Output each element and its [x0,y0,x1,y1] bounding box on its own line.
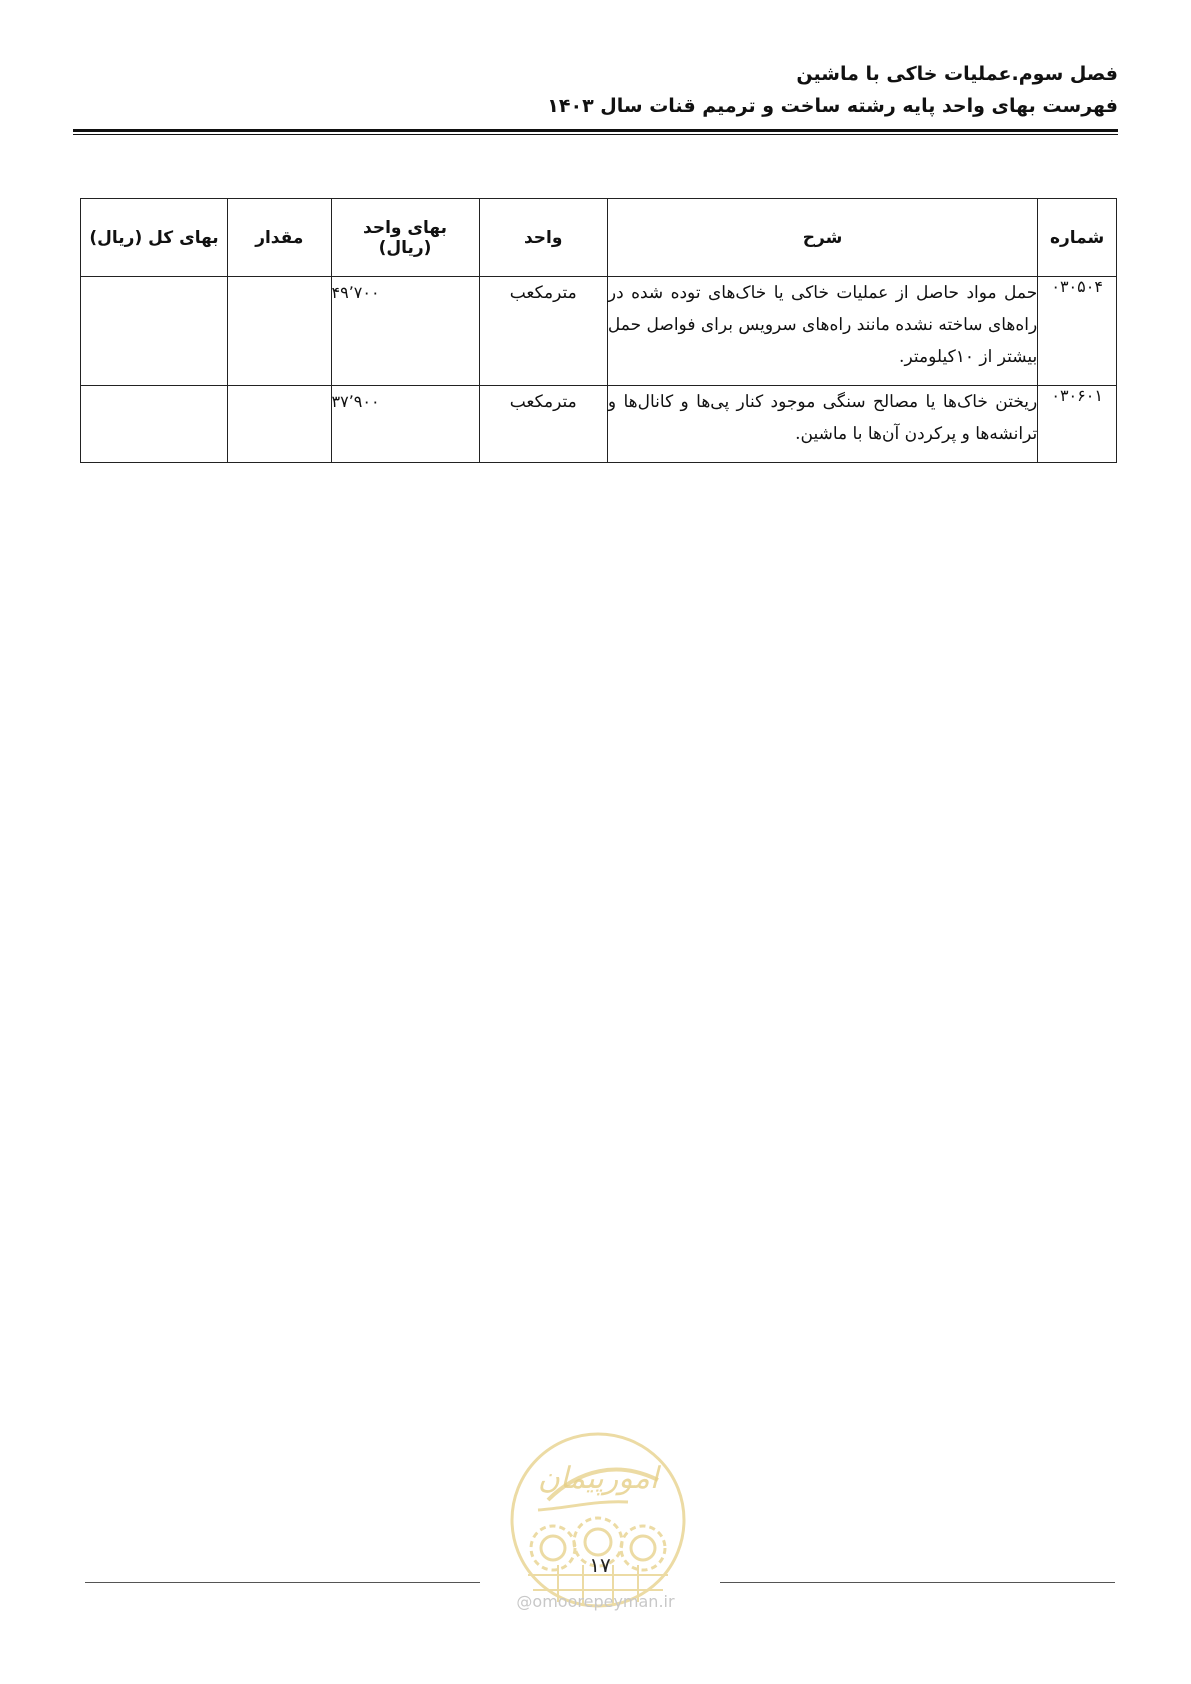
column-header-number: شماره [1038,199,1117,277]
column-header-quantity: مقدار [228,199,331,277]
page-header [73,58,1118,122]
catalog-title: فهرست بهای واحد پایه رشته ساخت و ترمیم قنات سال ۱۴۰۳ [547,95,1118,117]
item-number: ۰۳۰۶۰۱ [1038,386,1117,463]
header-rule-thin [73,134,1118,135]
item-description: حمل مواد حاصل از عملیات خاکی یا خاک‌های توده شده در راه‌های ساخته نشده مانند راه‌های سرویس برای فواصل حمل بیشتر از ۱۰کیلومتر. [607,277,1037,386]
header-rule-thick [73,129,1118,132]
watermark-url: @omoorepeyman.ir [516,1592,675,1611]
price-list-table [80,198,1117,463]
item-total-price [81,277,228,386]
table-header-row [81,199,1117,277]
unit-price-currency: (ریال) [378,237,432,258]
watermark-script-text: امورپیمان [537,1461,659,1496]
column-header-unit-price [331,199,479,277]
item-unit-price: ۴۹٬۷۰۰ [331,277,479,386]
item-total-price [81,386,228,463]
footer-rule-left [85,1582,480,1583]
column-header-description: شرح [607,199,1037,277]
column-header-total-price: بهای کل (ریال) [81,199,228,277]
watermark-logo [508,1430,688,1610]
item-quantity [228,277,331,386]
table-row [81,386,1117,463]
chapter-title: فصل سوم.عملیات خاکی با ماشین [796,63,1118,85]
item-unit-price: ۳۷٬۹۰۰ [331,386,479,463]
column-header-unit: واحد [479,199,607,277]
page-number: ۱۷ [589,1553,611,1577]
footer-rule-right [720,1582,1115,1583]
item-description: ریختن خاک‌ها یا مصالح سنگی موجود کنار پی‌ها و کانال‌ها و ترانشه‌ها و پرکردن آن‌ها با ماشین. [607,386,1037,463]
item-quantity [228,386,331,463]
item-unit: مترمکعب [479,277,607,386]
table-row [81,277,1117,386]
item-unit: مترمکعب [479,386,607,463]
item-number: ۰۳۰۵۰۴ [1038,277,1117,386]
unit-price-label: بهای واحد [363,217,447,238]
